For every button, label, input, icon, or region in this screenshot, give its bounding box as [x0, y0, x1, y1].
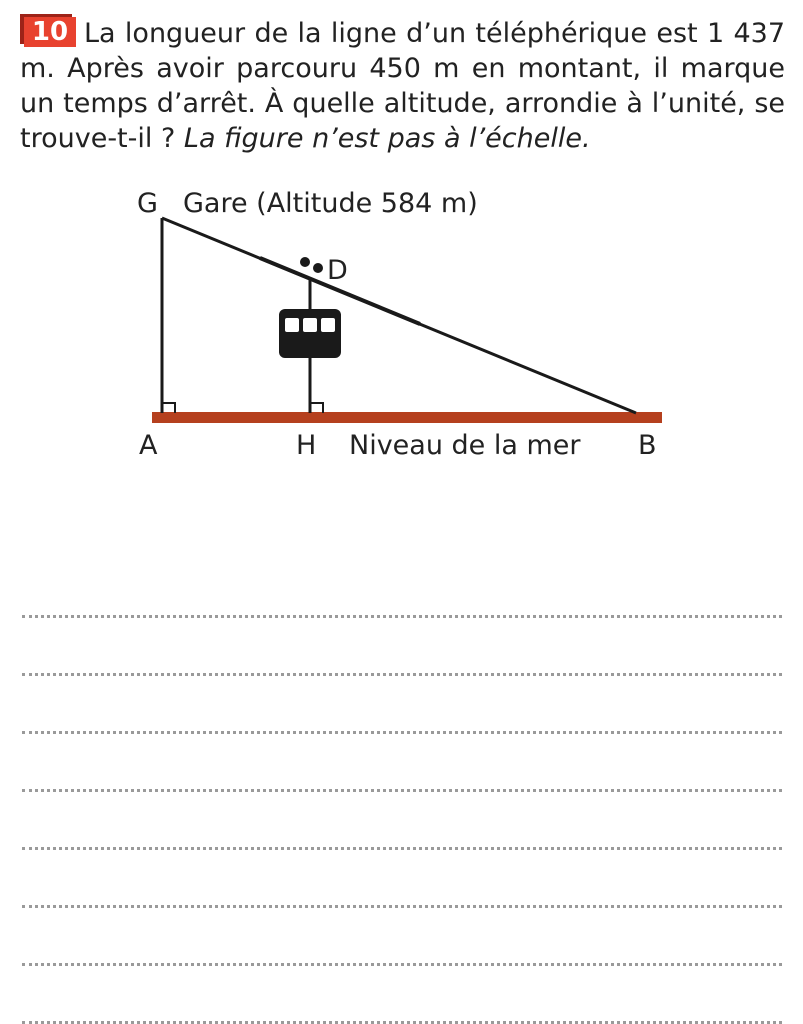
answer-line[interactable]	[22, 792, 782, 850]
pulley-dot-icon	[300, 257, 310, 267]
exercise-number-badge	[20, 14, 76, 46]
label-b: B	[638, 430, 657, 461]
exercise-statement: La longueur de la ligne d’un téléphérique est 1 437 m. Après avoir parcouru 450 m en montant, il marque un temps d’arrêt. À quelle altitude, arrondie à l’unité, se trouve-t-il ?	[20, 18, 785, 154]
answer-line[interactable]	[22, 850, 782, 908]
answer-line[interactable]	[22, 734, 782, 792]
answer-line[interactable]	[22, 618, 782, 676]
cable-car-figure	[0, 175, 803, 475]
right-angle-marker-h-icon	[310, 403, 323, 413]
exercise-10	[20, 14, 785, 156]
label-g: G	[137, 188, 158, 219]
answer-lines	[22, 560, 782, 1024]
answer-line[interactable]	[22, 966, 782, 1024]
answer-line[interactable]	[22, 908, 782, 966]
answer-line[interactable]	[22, 676, 782, 734]
cable-car-cabin-icon	[279, 309, 341, 358]
label-d: D	[327, 255, 348, 286]
sea-level-bar	[152, 412, 662, 423]
exercise-number: 10	[24, 17, 76, 47]
label-a: A	[139, 430, 158, 461]
right-angle-marker-a-icon	[162, 403, 175, 413]
label-h: H	[296, 430, 317, 461]
station-label: Gare (Altitude 584 m)	[183, 188, 478, 219]
pulley-dot-icon	[313, 263, 323, 273]
figure-note: La figure n’est pas à l’échelle.	[183, 123, 591, 154]
sea-level-label: Niveau de la mer	[349, 430, 581, 461]
answer-line[interactable]	[22, 560, 782, 618]
